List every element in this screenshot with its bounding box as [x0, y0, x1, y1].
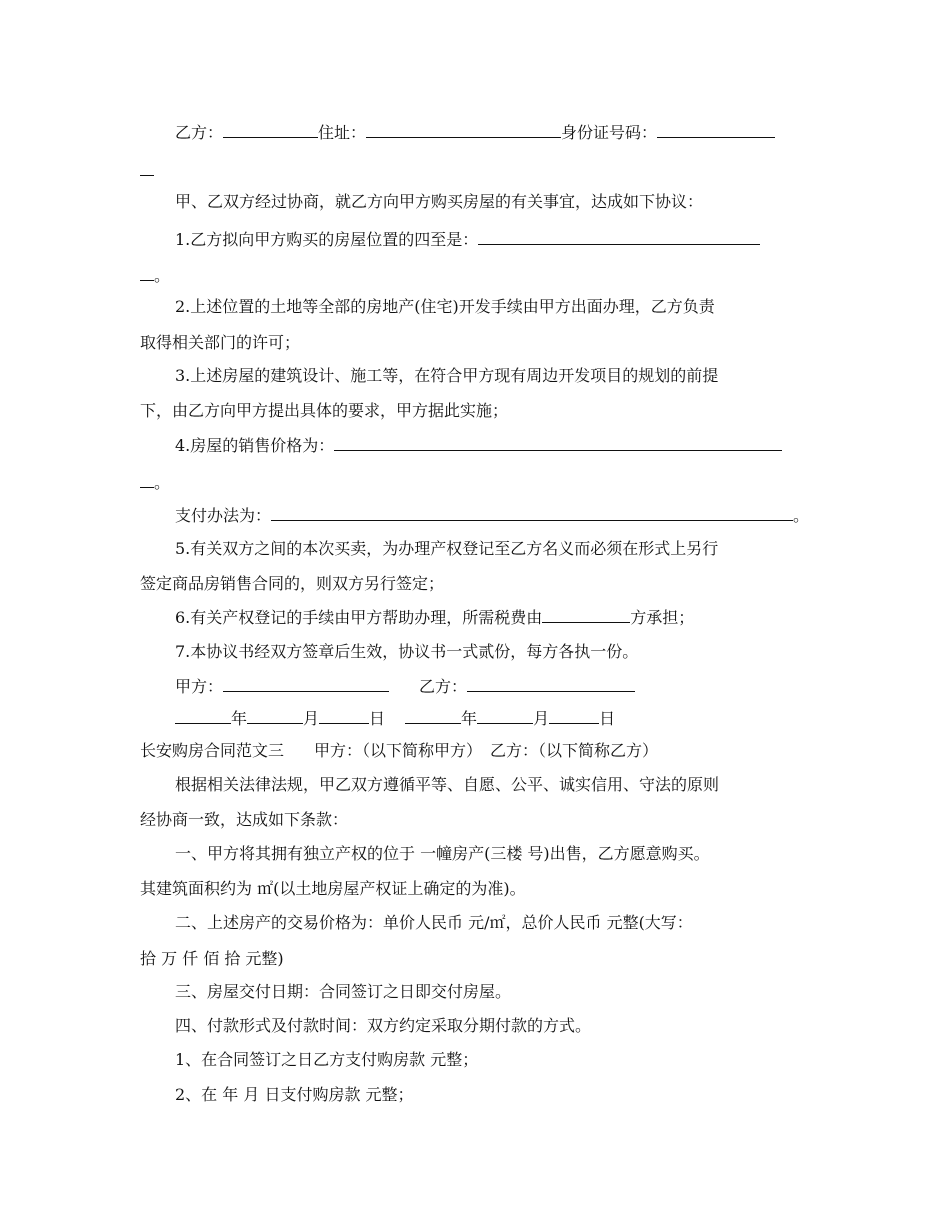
id-blank — [657, 122, 775, 138]
contract-3-party-a: 甲方：（以下简称甲方） — [314, 741, 483, 760]
id-blank-tail — [140, 160, 154, 176]
article-2-line-1: 二、上述房产的交易价格为：单价人民币 元/㎡，总价人民币 元整(大写： — [175, 913, 693, 932]
law-line-2: 经协商一致，达成如下条款： — [140, 810, 349, 829]
payment-2: 2、在 年 月 日支付购房款 元整； — [175, 1085, 414, 1104]
date-b-day-blank — [549, 708, 599, 724]
sign-party-a-label: 甲方： — [175, 677, 224, 696]
clause-3-line-1: 3.上述房屋的建筑设计、施工等，在符合甲方现有周边开发项目的规划的前提 — [175, 366, 719, 385]
contract-3-title: 长安购房合同范文三 — [140, 741, 285, 760]
clause-7: 7.本协议书经双方签章后生效，协议书一式贰份，每方各执一份。 — [175, 642, 639, 661]
date-a-year-blank — [175, 708, 231, 724]
payment-blank — [271, 505, 793, 521]
clause-6-text: 6.有关产权登记的手续由甲方帮助办理，所需税费由 — [175, 608, 543, 627]
clause-6 — [175, 607, 820, 628]
article-1-line-2: 其建筑面积约为 ㎡(以土地房屋产权证上确定的为准)。 — [140, 879, 526, 898]
clause-3-line-2: 下，由乙方向甲方提出具体的要求，甲方据此实施； — [140, 401, 509, 420]
clause-1-text: 1.乙方拟向甲方购买的房屋位置的四至是： — [175, 230, 479, 249]
clause-2-line-1: 2.上述位置的土地等全部的房地产(住宅)开发手续由甲方出面办理，乙方负责 — [175, 297, 715, 316]
article-4: 四、付款形式及付款时间：双方约定采取分期付款的方式。 — [175, 1016, 592, 1035]
date-b-year: 年 — [461, 709, 478, 728]
sign-party-b-blank — [467, 676, 635, 692]
clause-5-line-2: 签定商品房销售合同的，则双方另行签定； — [140, 574, 445, 593]
payment-1: 1、在合同签订之日乙方支付购房款 元整； — [175, 1050, 479, 1069]
clause-5-line-1: 5.有关双方之间的本次买卖，为办理产权登记至乙方名义而必须在形式上另行 — [175, 539, 719, 558]
sign-party-a-blank — [223, 676, 389, 692]
date-b-month: 月 — [533, 709, 550, 728]
date-a-day-blank — [319, 708, 369, 724]
date-b-day: 日 — [599, 709, 616, 728]
payment-end: 。 — [793, 506, 810, 525]
clause-6-end: 方承担； — [630, 608, 695, 627]
clause-1-continuation — [140, 265, 820, 286]
signature-line — [175, 676, 820, 697]
sign-party-b-label: 乙方： — [419, 677, 468, 696]
contract-3-header — [140, 741, 820, 761]
party-b-label: 乙方： — [175, 123, 224, 142]
clause-4-text: 4.房屋的销售价格为： — [175, 436, 335, 455]
id-label: 身份证号码： — [561, 123, 658, 142]
clause-1-end: 。 — [154, 266, 171, 285]
article-3: 三、房屋交付日期：合同签订之日即交付房屋。 — [175, 982, 512, 1001]
clause-2-line-2: 取得相关部门的许可； — [140, 333, 301, 352]
date-a-month: 月 — [303, 709, 320, 728]
address-label: 住址： — [318, 123, 367, 142]
agreement-intro: 甲、乙双方经过协商，就乙方向甲方购买房屋的有关事宜，达成如下协议： — [175, 192, 704, 211]
date-a-year: 年 — [231, 709, 248, 728]
date-b-month-blank — [477, 708, 533, 724]
law-line-1: 根据相关法律法规，甲乙双方遵循平等、自愿、公平、诚实信用、守法的原则 — [175, 775, 720, 794]
address-blank — [366, 122, 561, 138]
party-b-info-line — [175, 122, 820, 143]
date-a-month-blank — [247, 708, 303, 724]
article-1-line-1: 一、甲方将其拥有独立产权的位于 一幢房产(三楼 号)出售，乙方愿意购买。 — [175, 844, 710, 863]
date-b-year-blank — [405, 708, 461, 724]
tax-party-blank — [542, 607, 630, 623]
payment-method — [175, 505, 820, 526]
payment-label: 支付办法为： — [175, 506, 272, 525]
contract-3-party-b: 乙方：（以下简称乙方） — [490, 741, 659, 760]
clause-1-blank — [478, 229, 760, 245]
clause-4 — [175, 435, 820, 456]
date-a-day: 日 — [369, 709, 386, 728]
price-blank-tail — [140, 472, 154, 488]
id-blank-continuation — [140, 160, 820, 181]
party-b-name-blank — [223, 122, 318, 138]
date-line — [175, 708, 820, 729]
clause-1-blank-tail — [140, 265, 154, 281]
clause-4-continuation — [140, 472, 820, 493]
article-2-line-2: 拾 万 仟 佰 拾 元整) — [140, 949, 284, 968]
clause-1 — [175, 229, 820, 250]
clause-4-end: 。 — [154, 473, 171, 492]
price-blank — [334, 435, 782, 451]
